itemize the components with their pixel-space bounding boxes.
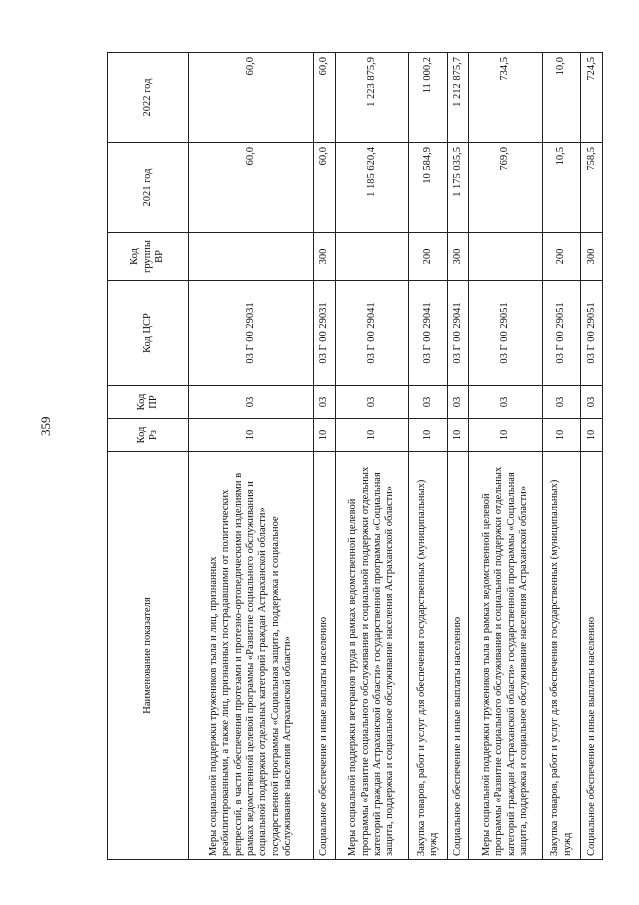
row-2022: 11 000,2 [409, 53, 448, 143]
row-vr: 200 [409, 233, 448, 281]
row-2021: 60,0 [314, 143, 335, 233]
header-pr: Код ПР [108, 386, 189, 419]
row-pr: 03 [189, 386, 314, 419]
row-pr: 03 [469, 386, 542, 419]
row-vr [469, 233, 542, 281]
row-pr: 03 [581, 386, 603, 419]
table-row [314, 53, 335, 860]
row-name: Меры социальной поддержки тружеников тыла и лиц, признанных реабилитированными, а также лиц, признанных пострадавшими от политических репрессий, в части обеспечения протезами и протезно-ортопедическими изделиями в рамках ведомственной целевой программы «Развитие социального обслуживания и социальной поддержки отдельных категорий граждан Астраханской области» государственной программы «Социальная защита, поддержка и социальное обслуживание населения Астраханской области» [189, 452, 314, 860]
header-name: Наименование показателя [108, 452, 189, 860]
row-vr: 300 [314, 233, 335, 281]
table-row [542, 53, 581, 860]
row-name: Меры социальной поддержки ветеранов труда в рамках ведомственной целевой программы «Развитие социального обслуживания и социальной поддержки отдельных категорий граждан Астраханской области» государственной программы «Социальная защита, поддержка и социальное обслуживание населения Астраханской области» [335, 452, 408, 860]
table-row [447, 53, 468, 860]
row-name: Социальное обеспечение и иные выплаты населению [581, 452, 603, 860]
budget-table-sheet [107, 53, 603, 860]
header-2021: 2021 год [108, 143, 189, 233]
row-rz: 10 [581, 419, 603, 452]
row-vr: 300 [447, 233, 468, 281]
row-2022: 60,0 [314, 53, 335, 143]
row-csr: 03 Г 00 29031 [189, 281, 314, 386]
row-pr: 03 [314, 386, 335, 419]
row-rz: 10 [542, 419, 581, 452]
row-name: Социальное обеспечение и иные выплаты населению [314, 452, 335, 860]
row-pr: 03 [542, 386, 581, 419]
row-2021: 1 175 035,5 [447, 143, 468, 233]
row-name: Социальное обеспечение и иные выплаты населению [447, 452, 468, 860]
row-name: Меры социальной поддержки тружеников тыла в рамках ведомственной целевой программы «Развитие социального обслуживания и социальной поддержки отдельных категорий граждан Астраханской области» государственной программы «Социальная защита, поддержка и социальное обслуживание населения Астраханской области» [469, 452, 542, 860]
row-2021: 769,0 [469, 143, 542, 233]
row-2022: 1 223 875,9 [335, 53, 408, 143]
row-2022: 1 212 875,7 [447, 53, 468, 143]
header-rz: Код Рз [108, 419, 189, 452]
table-row [189, 53, 314, 860]
header-row [108, 53, 189, 860]
row-2022: 724,5 [581, 53, 603, 143]
row-rz: 10 [314, 419, 335, 452]
row-rz: 10 [335, 419, 408, 452]
header-vr: Код группы ВР [108, 233, 189, 281]
row-vr: 300 [581, 233, 603, 281]
row-csr: 03 Г 00 29041 [447, 281, 468, 386]
row-2022: 60,0 [189, 53, 314, 143]
row-rz: 10 [469, 419, 542, 452]
header-csr: Код ЦСР [108, 281, 189, 386]
row-csr: 03 Г 00 29051 [542, 281, 581, 386]
row-2022: 734,5 [469, 53, 542, 143]
row-csr: 03 Г 00 29041 [335, 281, 408, 386]
page-number: 359 [38, 416, 53, 436]
row-2021: 10,5 [542, 143, 581, 233]
table-row [409, 53, 448, 860]
row-2021: 10 584,9 [409, 143, 448, 233]
row-vr [189, 233, 314, 281]
budget-table [107, 52, 603, 860]
header-2022: 2022 год [108, 53, 189, 143]
row-name: Закупка товаров, работ и услуг для обеспечения государственных (муниципальных) нужд [542, 452, 581, 860]
row-2021: 758,5 [581, 143, 603, 233]
table-row [335, 53, 408, 860]
row-csr: 03 Г 00 29051 [469, 281, 542, 386]
row-pr: 03 [335, 386, 408, 419]
row-vr [335, 233, 408, 281]
row-csr: 03 Г 00 29031 [314, 281, 335, 386]
row-csr: 03 Г 00 29051 [581, 281, 603, 386]
row-pr: 03 [409, 386, 448, 419]
row-name: Закупка товаров, работ и услуг для обеспечения государственных (муниципальных) нужд [409, 452, 448, 860]
row-2021: 60,0 [189, 143, 314, 233]
row-pr: 03 [447, 386, 468, 419]
row-csr: 03 Г 00 29041 [409, 281, 448, 386]
table-row [581, 53, 603, 860]
row-rz: 10 [447, 419, 468, 452]
row-2022: 10,0 [542, 53, 581, 143]
row-rz: 10 [189, 419, 314, 452]
row-2021: 1 185 620,4 [335, 143, 408, 233]
row-rz: 10 [409, 419, 448, 452]
row-vr: 200 [542, 233, 581, 281]
table-row [469, 53, 542, 860]
